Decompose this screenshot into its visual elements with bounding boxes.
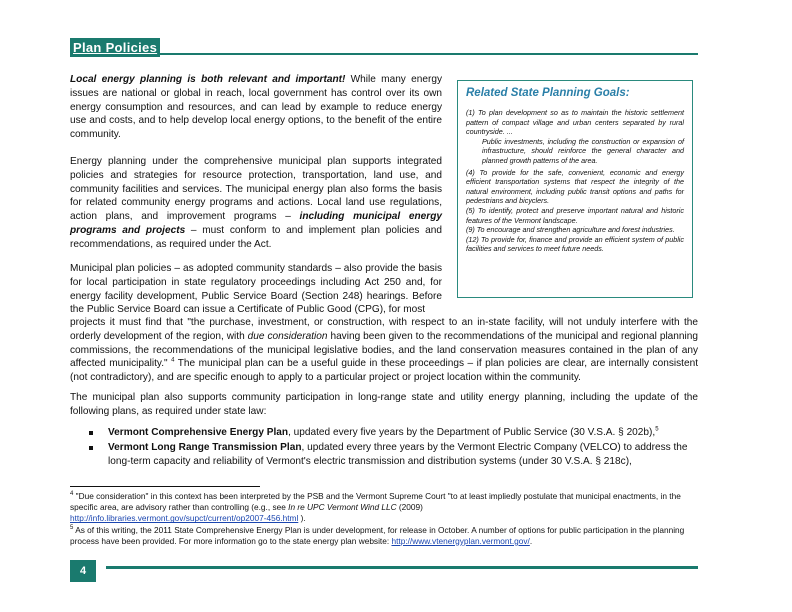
goal-1: (1) To plan development so as to maintain the historic settlement pattern of compact village and urban centers separated by rural countryside. ... — [466, 108, 684, 137]
footnote-5-close: . — [529, 535, 533, 546]
intro-lead: Local energy planning is both relevant and important! — [70, 74, 346, 85]
footnote-4 — [70, 491, 698, 525]
bullet-title: Vermont Comprehensive Energy Plan — [108, 427, 289, 438]
goal-12: (12) To provide for, finance and provide an efficient system of public facilities and services to meet future needs. — [466, 234, 684, 254]
footnote-5-link[interactable]: http://www.vtenergyplan.vermont.gov/ — [391, 535, 530, 546]
paragraph-consideration — [70, 316, 698, 385]
footnote-divider — [70, 486, 260, 487]
paragraph-energy-planning — [70, 155, 442, 252]
bullet-text: , updated every five years by the Department of Public Service (30 V.S.A. § 202b), — [288, 427, 656, 438]
page-footer — [70, 560, 698, 582]
goal-9: (9) To encourage and strengthen agriculture and forest industries. — [466, 225, 675, 235]
list-item — [70, 426, 698, 440]
related-goals-box — [457, 80, 693, 298]
footnote-4-text: "Due consideration" in this context has been interpreted by the PSB and the Vermont Supreme Court "to at least impliedly postulate that municipal enactments, in the specific area, are advisory rather than controlling (e.g., see — [70, 491, 681, 513]
list-item — [70, 441, 698, 469]
footnote-ref-5[interactable]: 5 — [655, 426, 659, 433]
bullet-title: Vermont Long Range Transmission Plan — [108, 441, 302, 453]
p4-text-b: having been given to the recommendations of the municipal and regional planning commissions, the recommendations of the municipal legislative bodies, and the land conservation measures contained in the plan of any affected municipality." — [70, 330, 698, 370]
footer-rule — [106, 566, 698, 569]
p4-text-a: projects it must find that "the purchase, investment, or construction, with respect to an in-state facility, will not unduly interfere with the orderly development of the region, with — [70, 317, 698, 342]
p4-emphasis: due consideration — [247, 330, 328, 342]
footnote-5 — [70, 525, 698, 547]
p2-text-a: Energy planning under the comprehensive municipal plan supports integrated policies and strategies for resource protection, transportation, land use, and community facilities and services. The municipal energy plan also forms the basis for related community energy programs and actions. Local land use regulations, action plans, and improvement programs – — [70, 156, 442, 223]
intro-rest: While many energy issues are national or global in reach, local government has control over its own energy consumption and resources, and can lead by example to reduce energy use and costs, and to help develop local energy options, to the benefit of the entire community. — [70, 74, 443, 141]
bullet-square-icon — [89, 431, 93, 435]
footnote-4-case: In re UPC Vermont Wind LLC — [288, 502, 397, 513]
goal-4: (4) To provide for the safe, convenient, economic and energy efficient transportation systems that respect the integrity of the natural environment, including public transit options and paths for pedestrians and bicyclers. — [466, 167, 684, 206]
paragraph-policies: Municipal plan policies – as adopted community standards – also provide the basis for local participation in state regulatory proceedings including Act 250 and, for energy facility development, Public Service Board (Section 248) hearings. Before the Public Service Board can issue a Certificate of Public Good (CPG), for most — [70, 263, 442, 316]
footnote-4-close: ). — [298, 513, 306, 524]
bullet-square-icon — [89, 446, 93, 450]
paragraph-participation: The municipal plan also supports community participation in long-range state and utility energy planning, including the update of the following plans, as required under state law: — [70, 392, 698, 417]
p2-text-b: – must conform to and implement plan policies and recommendations, as required under the Act. — [70, 224, 442, 250]
footnote-5-text: As of this writing, the 2011 State Comprehensive Energy Plan is under development, for release in October. A number of options for public participation in the planning process have been provided. For more information go to the state energy plan website: — [70, 524, 685, 546]
header-rule — [158, 53, 698, 55]
p2-emphasis: including municipal energy programs and projects — [70, 211, 442, 236]
footnote-number: 5 — [70, 524, 74, 531]
goal-5: (5) To identify, protect and preserve important natural and historic features of the Vermont landscape. — [466, 205, 684, 225]
footnote-number: 4 — [70, 491, 74, 498]
footnote-4-year: (2009) — [396, 502, 423, 513]
page-number: 4 — [70, 560, 96, 582]
footnotes — [70, 491, 698, 547]
paragraph-intro — [70, 73, 442, 142]
goal-1-sub: Public investments, including the construction or expansion of infrastructure, should reinforce the general character and planned growth patterns of the area. — [482, 136, 684, 165]
section-title: Plan Policies — [70, 38, 160, 57]
plan-list — [70, 426, 698, 469]
sidebox-heading: Related State Planning Goals: — [466, 87, 630, 99]
page-header — [70, 38, 698, 58]
footnote-4-link[interactable]: http://info.libraries.vermont.gov/supct/current/op2007-456.html — [70, 513, 299, 524]
footnote-ref-4[interactable]: 4 — [171, 358, 175, 365]
bullet-text: , updated every three years by the Vermont Electric Company (VELCO) to address the long-term capacity and reliability of Vermont's electric transmission and distribution systems (under 30 V.S.A. § 218c), — [108, 441, 688, 467]
p4-text-c: The municipal plan can be a useful guide in these proceedings – if plan policies are clear, are internally consistent (not contradictory), and are specific enough to apply to a particular project or project location within the community. — [70, 358, 699, 384]
